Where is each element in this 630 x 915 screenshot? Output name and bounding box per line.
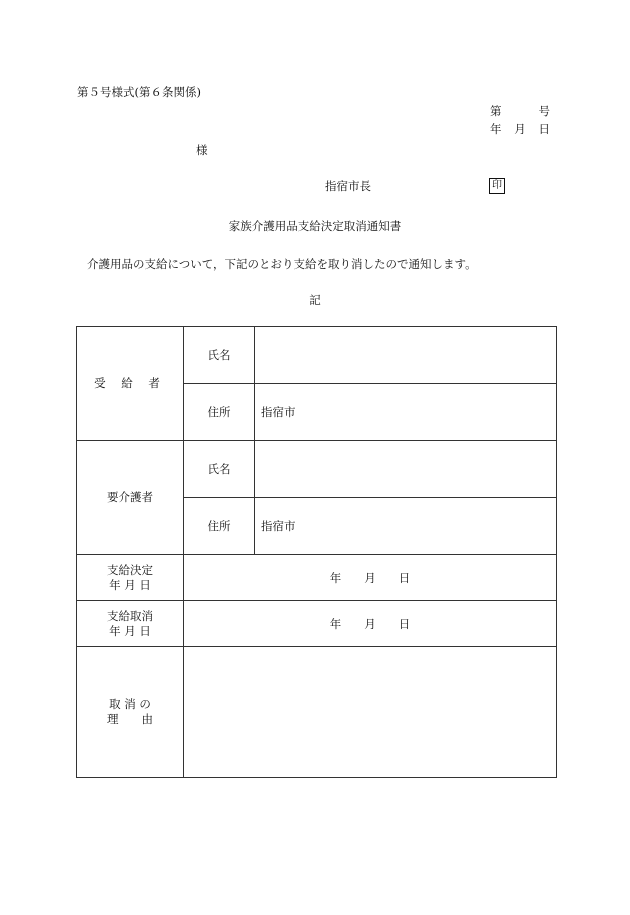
cancel-date-label <box>77 601 184 647</box>
recipient-name-label: 氏名 <box>184 327 255 384</box>
care-person-name-label: 氏名 <box>184 441 255 498</box>
decision-date-label-line1: 支給決定 <box>107 562 153 577</box>
reason-value[interactable] <box>184 647 557 778</box>
document-number-line <box>490 103 550 119</box>
document-title: 家族介護用品支給決定取消通知書 <box>228 219 402 233</box>
cancel-date-label-line2: 年 月 日 <box>109 623 151 638</box>
body-text: 介護用品の支給について，下記のとおり支給を取り消したので通知します。 <box>87 257 477 271</box>
care-person-address-label: 住所 <box>184 498 255 555</box>
decision-date-row <box>77 555 557 601</box>
reason-label-line2: 理 由 <box>107 712 153 726</box>
decision-date-value[interactable]: 年 月 日 <box>184 555 557 601</box>
cancel-date-label-line1: 支給取消 <box>107 608 153 623</box>
issue-date-line <box>490 121 550 137</box>
form-number: 第５号様式(第６条関係) <box>77 85 201 99</box>
recipient-label: 受 給 者 <box>77 327 184 441</box>
number-prefix: 第 <box>490 104 502 118</box>
recipient-address-label: 住所 <box>184 384 255 441</box>
ki-heading: 記 <box>309 293 321 307</box>
care-person-name-value[interactable] <box>255 441 557 498</box>
care-person-label: 要介護者 <box>77 441 184 555</box>
addressee-suffix: 様 <box>196 143 208 157</box>
notice-table <box>76 326 557 778</box>
reason-label <box>77 647 184 778</box>
date-day: 日 <box>538 122 550 136</box>
issuer-name: 指宿市長 <box>325 179 371 193</box>
date-month: 月 <box>514 122 526 136</box>
reason-row <box>77 647 557 778</box>
reason-label-line1: 取 消 の <box>109 697 151 711</box>
recipient-name-row <box>77 327 557 384</box>
cancel-date-row <box>77 601 557 647</box>
care-person-name-row <box>77 441 557 498</box>
decision-date-label-line2: 年 月 日 <box>109 577 151 592</box>
cancel-date-value[interactable]: 年 月 日 <box>184 601 557 647</box>
recipient-name-value[interactable] <box>255 327 557 384</box>
date-year: 年 <box>490 122 502 136</box>
recipient-address-value[interactable]: 指宿市 <box>255 384 557 441</box>
decision-date-label <box>77 555 184 601</box>
number-suffix: 号 <box>538 104 550 118</box>
care-person-address-value[interactable]: 指宿市 <box>255 498 557 555</box>
seal-mark: 印 <box>489 178 505 194</box>
